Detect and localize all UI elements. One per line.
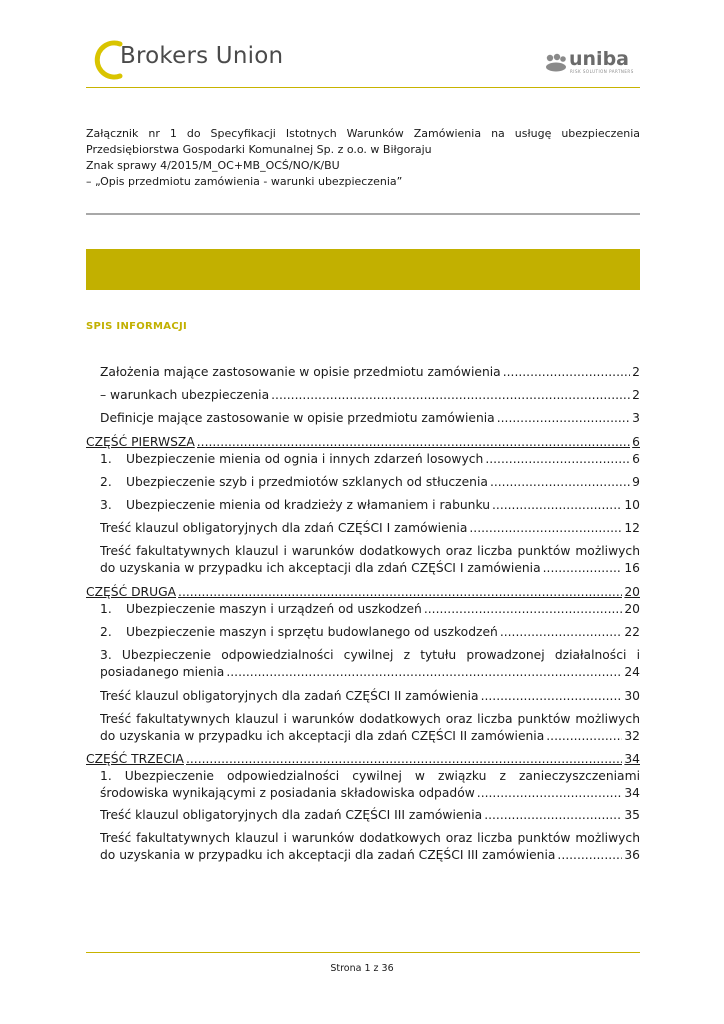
toc-entry-ii-klauzule-fakultatywne[interactable]: Treść fakultatywnych klauzul i warunków dodatkowych oraz liczba punktów możliwych do uzyskania w przypadku ich akceptacji dla zdań CZĘŚCI II zamówienia ..... 32 [86, 711, 640, 745]
title-banner [86, 249, 640, 290]
toc-entry-definicje[interactable]: Definicje mające zastosowanie w opisie przedmiotu zamówienia ..... 3 [86, 410, 640, 427]
toc-entry-i-klauzule-obligatoryjne[interactable]: Treść klauzul obligatoryjnych dla zdań CZĘŚCI I zamówienia ..... 12 [86, 520, 640, 537]
toc-entry-czesc-pierwsza[interactable]: CZĘŚĆ PIERWSZA ..... 6 [86, 434, 640, 451]
toc-entry-i-3[interactable]: 3. Ubezpieczenie mienia od kradzieży z włamaniem i rabunku ..... 10 [86, 497, 640, 514]
toc-entry-iii-klauzule-fakultatywne[interactable]: Treść fakultatywnych klauzul i warunków dodatkowych oraz liczba punktów możliwych do uzyskania w przypadku ich akceptacji dla zadań CZĘŚCI III zamówienia ..... 36 [86, 830, 640, 864]
toc-heading: SPIS INFORMACJI [86, 321, 188, 332]
uniba-logo [545, 50, 645, 80]
toc-entry-zalozenia[interactable]: Założenia mające zastosowanie w opisie przedmiotu zamówienia ..... 2 [86, 364, 640, 381]
toc-entry-iii-klauzule-obligatoryjne[interactable]: Treść klauzul obligatoryjnych dla zadań CZĘŚCI III zamówienia ..... 35 [86, 807, 640, 824]
intro-line-1: Załącznik nr 1 do Specyfikacji Istotnych Warunków Zamówienia na usługę ubezpieczenia [86, 127, 640, 140]
header-divider [86, 87, 640, 88]
toc-entry-czesc-druga[interactable]: CZĘŚĆ DRUGA ..... 20 [86, 584, 640, 601]
toc-entry-i-2[interactable]: 2. Ubezpieczenie szyb i przedmiotów szklanych od stłuczenia ..... 9 [86, 474, 640, 491]
intro-line-2: Przedsiębiorstwa Gospodarki Komunalnej Sp. z o.o. w Biłgoraju [86, 143, 432, 156]
toc-entry-ii-klauzule-obligatoryjne[interactable]: Treść klauzul obligatoryjnych dla zadań CZĘŚCI II zamówienia ..... 30 [86, 688, 640, 705]
toc-entry-ii-1[interactable]: 1. Ubezpieczenie maszyn i urządzeń od uszkodzeń ..... 20 [86, 601, 640, 618]
toc-entry-ii-3[interactable]: 3. Ubezpieczenie odpowiedzialności cywilnej z tytułu prowadzonej działalności i posiadanego mienia ..... 24 [86, 647, 640, 681]
brokers-union-wordmark: Brokers Union [120, 43, 284, 69]
intro-divider [86, 213, 640, 215]
document-intro [86, 126, 640, 190]
brokers-union-logo [90, 40, 290, 82]
toc-entry-czesc-trzecia[interactable]: CZĘŚĆ TRZECIA ..... 34 [86, 751, 640, 768]
toc-entry-warunki[interactable]: – warunkach ubezpieczenia ..... 2 [86, 387, 640, 404]
page-number: Strona 1 z 36 [330, 963, 394, 974]
uniba-wordmark: uniba [569, 48, 629, 70]
uniba-people-icon [545, 53, 567, 73]
footer-divider [86, 952, 640, 953]
uniba-tagline: RISK SOLUTION PARTNERS [570, 69, 634, 74]
toc-entry-ii-2[interactable]: 2. Ubezpieczenie maszyn i sprzętu budowlanego od uszkodzeń ..... 22 [86, 624, 640, 641]
toc-entry-i-1[interactable]: 1. Ubezpieczenie mienia od ognia i innych zdarzeń losowych ..... 6 [86, 451, 640, 468]
toc-entry-i-klauzule-fakultatywne[interactable]: Treść fakultatywnych klauzul i warunków dodatkowych oraz liczba punktów możliwych do uzyskania w przypadku ich akceptacji dla zdań CZĘŚCI I zamówienia ..... 16 [86, 543, 640, 577]
intro-line-4: – „Opis przedmiotu zamówienia - warunki ubezpieczenia” [86, 175, 403, 188]
intro-line-3: Znak sprawy 4/2015/M_OC+MB_OCŚ/NO/K/BU [86, 159, 340, 172]
toc-entry-iii-1[interactable]: 1. Ubezpieczenie odpowiedzialności cywilnej w związku z zanieczyszczeniami środowiska wynikającymi z posiadania składowiska odpadów ..... 34 [86, 768, 640, 802]
